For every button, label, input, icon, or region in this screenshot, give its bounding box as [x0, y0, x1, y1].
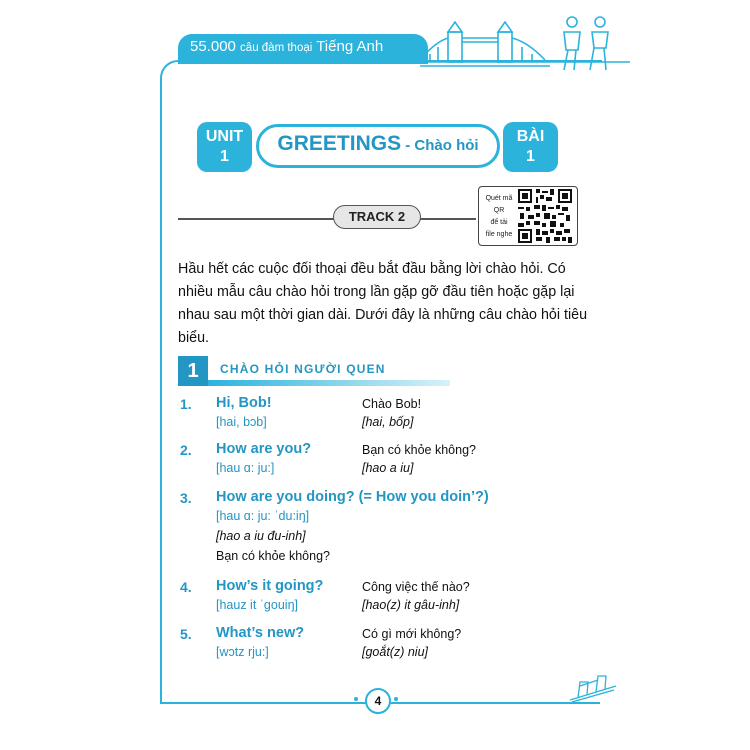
section-underline: [208, 380, 450, 386]
phrase-ipa: [wɔtz rju:]: [216, 645, 269, 659]
phrase-ipa: [hauz it ˈgouiŋ]: [216, 598, 298, 612]
qr-caption: Quét mã QR để tải file nghe: [485, 195, 513, 238]
phrase-vietnamese: Bạn có khỏe không?: [362, 443, 476, 457]
book-title: 55.000 câu đàm thoại Tiếng Anh: [190, 38, 384, 55]
bridge-sketch-illustration: [568, 668, 618, 704]
phrase-ipa: [hau ɑ: ju: ˈdu:iŋ]: [216, 509, 310, 523]
phrase-number: 3.: [180, 490, 192, 506]
phrase-pronunciation: [goắt(z) niu]: [362, 645, 429, 659]
phrase-pronunciation: [hao a iu đu-inh]: [216, 529, 306, 543]
phrase-english: How are you?: [216, 441, 312, 457]
section-title: CHÀO HỎI NGƯỜI QUEN: [220, 362, 386, 376]
phrase-vietnamese: Bạn có khỏe không?: [216, 549, 330, 563]
phrase-number: 4.: [180, 579, 192, 595]
page-number-dot: [354, 697, 358, 701]
phrase-vietnamese: Công việc thế nào?: [362, 580, 470, 594]
phrase-pronunciation: [hao a iu]: [362, 461, 414, 475]
unit-word: UNIT: [205, 128, 244, 145]
lesson-number: 1: [526, 148, 535, 165]
phrase-vietnamese: Chào Bob!: [362, 397, 422, 411]
unit-number: 1: [220, 148, 229, 165]
phrase-number: 1.: [180, 396, 192, 412]
page-number: 4: [365, 688, 391, 714]
track-divider: [178, 218, 476, 220]
phrase-number: 2.: [180, 442, 192, 458]
lesson-badge: [503, 122, 558, 172]
phrase-english: How’s it going?: [216, 578, 324, 594]
phrase-vietnamese: Có gì mới không?: [362, 627, 462, 641]
track-label: TRACK 2: [333, 205, 421, 229]
phrase-pronunciation: [hai, bốp]: [362, 415, 414, 429]
phrase-english: What’s new?: [216, 625, 305, 641]
phrase-ipa: [hau ɑ: ju:]: [216, 461, 275, 475]
qr-code-icon[interactable]: [518, 189, 572, 243]
section-number: 1: [178, 356, 208, 386]
phrase-ipa: [hai, bɔb]: [216, 415, 267, 429]
phrase-pronunciation: [hao(z) it gâu-inh]: [362, 598, 460, 612]
phrase-number: 5.: [180, 626, 192, 642]
unit-badge: [197, 122, 252, 172]
phrase-english: How are you doing? (= How you doin’?): [216, 489, 489, 505]
lesson-word: BÀI: [516, 128, 545, 145]
people-illustration: [556, 14, 616, 74]
unit-title: GREETINGS - Chào hỏi: [277, 132, 479, 155]
page-number-dot: [394, 697, 398, 701]
phrase-english: Hi, Bob!: [216, 395, 272, 411]
intro-paragraph: Hầu hết các cuộc đối thoại đều bắt đầu bằng lời chào hỏi. Có nhiều mẫu câu chào hỏi trong lần gặp gỡ đầu tiên hoặc gặp lại nhau sau một thời gian dài. Dưới đây là những câu chào hỏi tiêu biểu.: [178, 261, 588, 346]
